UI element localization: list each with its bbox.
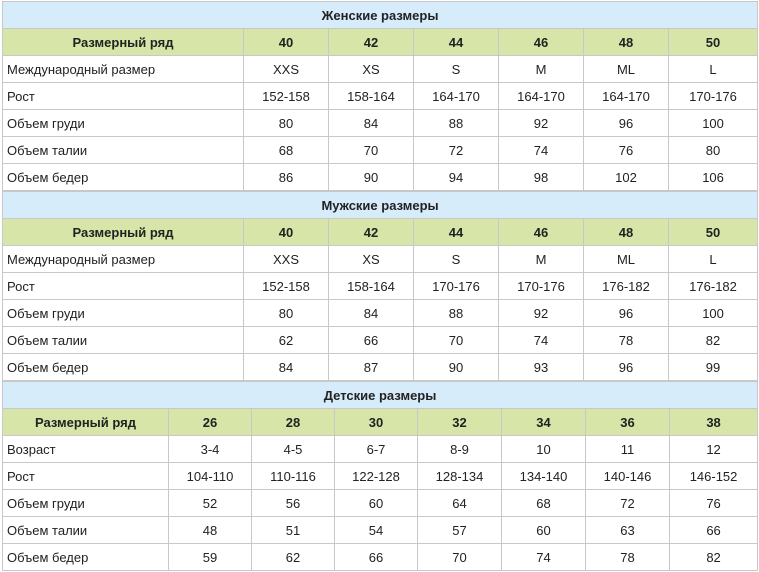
table-row [3, 246, 758, 273]
table-row [3, 544, 758, 571]
row-label: Рост [3, 273, 244, 300]
header-cell: 36 [586, 409, 670, 436]
row-label: Объем бедер [3, 544, 169, 571]
table-cell: 57 [418, 517, 502, 544]
row-label: Возраст [3, 436, 169, 463]
header-row [3, 29, 758, 56]
table-row [3, 327, 758, 354]
kids-size-table [2, 381, 758, 571]
table-cell: 82 [669, 327, 758, 354]
table-cell: 164-170 [414, 83, 499, 110]
table-cell: 92 [499, 110, 584, 137]
section-title-row [3, 382, 758, 409]
table-row [3, 110, 758, 137]
row-label: Объем талии [3, 137, 244, 164]
table-row [3, 164, 758, 191]
row-label: Международный размер [3, 246, 244, 273]
table-cell: ML [584, 56, 669, 83]
men-size-table [2, 191, 758, 381]
header-cell: 42 [329, 219, 414, 246]
table-cell: M [499, 246, 584, 273]
table-row [3, 354, 758, 381]
table-row [3, 137, 758, 164]
row-label: Объем бедер [3, 164, 244, 191]
table-cell: 99 [669, 354, 758, 381]
table-cell: 60 [335, 490, 418, 517]
table-cell: 10 [502, 436, 586, 463]
table-cell: 122-128 [335, 463, 418, 490]
header-cell: 44 [414, 29, 499, 56]
table-cell: 152-158 [244, 273, 329, 300]
table-cell: 98 [499, 164, 584, 191]
header-cell: 46 [499, 29, 584, 56]
header-cell: 34 [502, 409, 586, 436]
header-cell: 32 [418, 409, 502, 436]
row-label: Рост [3, 83, 244, 110]
table-cell: 140-146 [586, 463, 670, 490]
table-row [3, 83, 758, 110]
table-cell: 176-182 [584, 273, 669, 300]
table-cell: 54 [335, 517, 418, 544]
row-label: Рост [3, 463, 169, 490]
table-cell: 12 [670, 436, 758, 463]
table-cell: 78 [584, 327, 669, 354]
header-cell: 46 [499, 219, 584, 246]
table-cell: 56 [252, 490, 335, 517]
table-cell: 84 [329, 110, 414, 137]
table-row [3, 273, 758, 300]
table-cell: 74 [502, 544, 586, 571]
table-cell: 100 [669, 300, 758, 327]
header-cell: 44 [414, 219, 499, 246]
header-cell: 38 [670, 409, 758, 436]
table-cell: XS [329, 246, 414, 273]
table-cell: 80 [244, 110, 329, 137]
section-title: Детские размеры [3, 382, 758, 409]
table-cell: 106 [669, 164, 758, 191]
table-cell: 90 [414, 354, 499, 381]
header-cell: 50 [669, 29, 758, 56]
table-cell: 90 [329, 164, 414, 191]
table-cell: 59 [169, 544, 252, 571]
table-cell: 74 [499, 327, 584, 354]
table-cell: 74 [499, 137, 584, 164]
table-cell: 152-158 [244, 83, 329, 110]
table-cell: 96 [584, 110, 669, 137]
header-cell: 48 [584, 219, 669, 246]
table-cell: 63 [586, 517, 670, 544]
header-cell: 30 [335, 409, 418, 436]
table-row [3, 300, 758, 327]
table-cell: 100 [669, 110, 758, 137]
table-row [3, 490, 758, 517]
table-cell: 66 [335, 544, 418, 571]
table-cell: 87 [329, 354, 414, 381]
table-cell: XXS [244, 246, 329, 273]
table-cell: 102 [584, 164, 669, 191]
row-label: Объем груди [3, 110, 244, 137]
table-cell: 134-140 [502, 463, 586, 490]
table-cell: 48 [169, 517, 252, 544]
table-cell: 84 [244, 354, 329, 381]
table-cell: 72 [586, 490, 670, 517]
table-cell: 62 [252, 544, 335, 571]
table-cell: 80 [669, 137, 758, 164]
row-label: Объем талии [3, 327, 244, 354]
table-cell: M [499, 56, 584, 83]
table-cell: 62 [244, 327, 329, 354]
table-cell: 94 [414, 164, 499, 191]
table-cell: 11 [586, 436, 670, 463]
table-cell: 64 [418, 490, 502, 517]
table-cell: 66 [670, 517, 758, 544]
table-cell: L [669, 246, 758, 273]
table-cell: 158-164 [329, 273, 414, 300]
table-cell: 96 [584, 300, 669, 327]
header-cell: 40 [244, 219, 329, 246]
table-cell: 76 [584, 137, 669, 164]
table-cell: XS [329, 56, 414, 83]
table-row [3, 436, 758, 463]
table-cell: 82 [670, 544, 758, 571]
table-cell: S [414, 56, 499, 83]
table-cell: 176-182 [669, 273, 758, 300]
table-row [3, 463, 758, 490]
table-cell: 96 [584, 354, 669, 381]
table-row [3, 56, 758, 83]
table-cell: 88 [414, 300, 499, 327]
row-label: Размерный ряд [3, 219, 244, 246]
table-cell: S [414, 246, 499, 273]
table-cell: 146-152 [670, 463, 758, 490]
table-cell: 4-5 [252, 436, 335, 463]
row-label: Объем груди [3, 490, 169, 517]
table-cell: 78 [586, 544, 670, 571]
women-size-table [2, 1, 758, 191]
table-cell: 158-164 [329, 83, 414, 110]
table-cell: 70 [418, 544, 502, 571]
row-label: Размерный ряд [3, 409, 169, 436]
table-cell: 6-7 [335, 436, 418, 463]
table-cell: 110-116 [252, 463, 335, 490]
table-cell: 128-134 [418, 463, 502, 490]
table-cell: 104-110 [169, 463, 252, 490]
header-cell: 50 [669, 219, 758, 246]
table-cell: L [669, 56, 758, 83]
section-title: Мужские размеры [3, 192, 758, 219]
table-cell: 170-176 [499, 273, 584, 300]
row-label: Размерный ряд [3, 29, 244, 56]
table-cell: 88 [414, 110, 499, 137]
table-cell: 51 [252, 517, 335, 544]
header-cell: 48 [584, 29, 669, 56]
table-cell: 164-170 [499, 83, 584, 110]
row-label: Объем груди [3, 300, 244, 327]
section-title: Женские размеры [3, 2, 758, 29]
header-cell: 40 [244, 29, 329, 56]
header-row [3, 409, 758, 436]
header-cell: 28 [252, 409, 335, 436]
table-cell: 84 [329, 300, 414, 327]
table-cell: 68 [502, 490, 586, 517]
table-cell: 170-176 [669, 83, 758, 110]
section-title-row [3, 192, 758, 219]
header-cell: 26 [169, 409, 252, 436]
table-cell: ML [584, 246, 669, 273]
header-row [3, 219, 758, 246]
table-cell: 52 [169, 490, 252, 517]
table-cell: 3-4 [169, 436, 252, 463]
table-row [3, 517, 758, 544]
section-title-row [3, 2, 758, 29]
table-cell: 86 [244, 164, 329, 191]
table-cell: 70 [414, 327, 499, 354]
table-cell: 80 [244, 300, 329, 327]
row-label: Международный размер [3, 56, 244, 83]
table-cell: 170-176 [414, 273, 499, 300]
table-cell: 8-9 [418, 436, 502, 463]
table-cell: 164-170 [584, 83, 669, 110]
table-cell: 72 [414, 137, 499, 164]
row-label: Объем бедер [3, 354, 244, 381]
table-cell: 68 [244, 137, 329, 164]
table-cell: 92 [499, 300, 584, 327]
header-cell: 42 [329, 29, 414, 56]
table-cell: 76 [670, 490, 758, 517]
table-cell: 70 [329, 137, 414, 164]
table-cell: XXS [244, 56, 329, 83]
table-cell: 66 [329, 327, 414, 354]
table-cell: 60 [502, 517, 586, 544]
row-label: Объем талии [3, 517, 169, 544]
table-cell: 93 [499, 354, 584, 381]
